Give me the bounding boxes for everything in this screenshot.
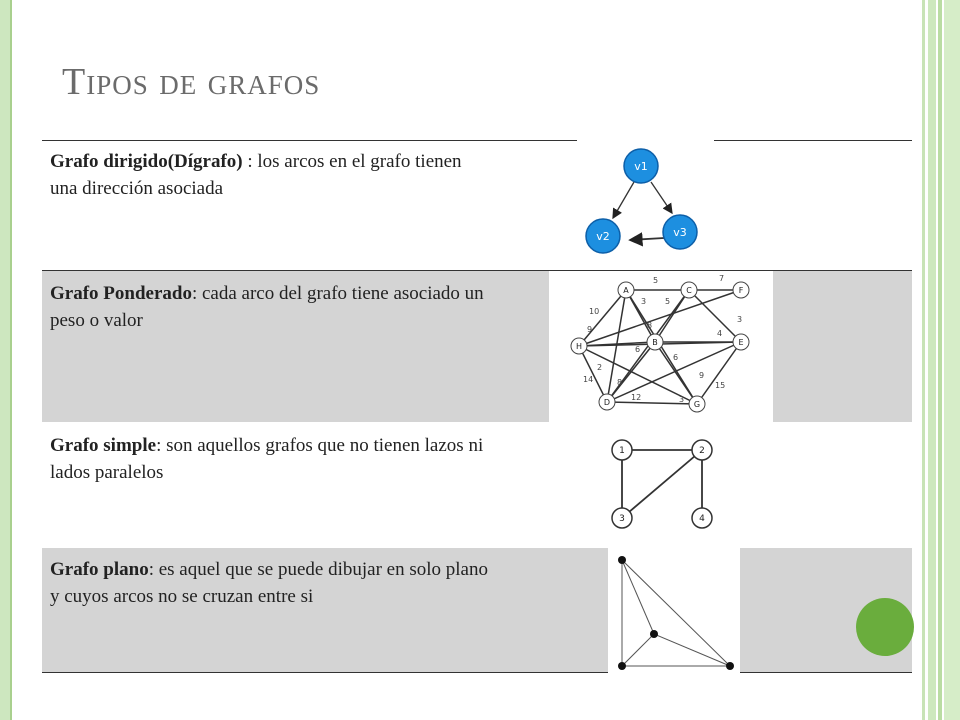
edge-weight: 8 xyxy=(647,321,653,330)
digraph-image xyxy=(578,140,712,264)
node-label: 1 xyxy=(619,446,625,456)
row-text xyxy=(50,280,500,334)
edge-weight: 15 xyxy=(715,381,726,390)
simple-graph-image xyxy=(602,432,732,542)
table-divider xyxy=(42,270,912,271)
slide-title: Tipos de grafos xyxy=(62,61,321,103)
table-row-weighted xyxy=(42,270,912,422)
edge-weight: 5 xyxy=(665,297,671,306)
table-divider xyxy=(740,672,912,673)
edge-weight: 6 xyxy=(635,345,641,354)
table-divider xyxy=(42,140,577,141)
row-text xyxy=(50,148,470,202)
graph-node xyxy=(663,215,697,249)
node-label: C xyxy=(686,286,692,295)
edge-weight: 3 xyxy=(679,395,685,404)
node-label: D xyxy=(603,398,611,407)
right-frame-border xyxy=(918,0,960,720)
row-description: : los arcos en el grafo tienen una dirección asociada xyxy=(50,151,462,199)
edge-weight: 14 xyxy=(583,375,594,384)
row-description: : cada arco del grafo tiene asociado un peso o valor xyxy=(50,283,484,331)
table-divider xyxy=(714,140,912,141)
node-label: v2 xyxy=(596,230,610,243)
edge-weight: 3 xyxy=(737,315,743,324)
node-label: 4 xyxy=(699,514,705,524)
edge-weight: 6 xyxy=(673,353,679,362)
node-label: E xyxy=(738,338,744,347)
node-label: v1 xyxy=(634,160,648,173)
row-term: Grafo simple xyxy=(50,435,157,456)
edge-weight: 7 xyxy=(719,274,725,283)
edge-weight: 9 xyxy=(699,371,705,380)
graph-node xyxy=(586,219,620,253)
edge-weight: 2 xyxy=(597,363,603,372)
edge-weight: 4 xyxy=(717,329,723,338)
table-row-digraph xyxy=(42,140,912,270)
row-term: Grafo Ponderado xyxy=(50,283,192,304)
node-label: A xyxy=(623,286,629,295)
node-label: v3 xyxy=(673,226,687,239)
row-text xyxy=(50,432,500,486)
edge-weight: 5 xyxy=(653,276,659,285)
row-text xyxy=(50,556,490,610)
node-label: 2 xyxy=(699,446,705,456)
weighted-graph-image xyxy=(549,270,773,422)
decorative-green-circle xyxy=(856,598,914,656)
node-label: H xyxy=(575,342,583,351)
row-description: : son aquellos grafos que no tienen lazos ni lados paralelos xyxy=(50,435,484,483)
table-divider xyxy=(42,672,608,673)
node-label: 3 xyxy=(619,514,625,524)
row-description: : es aquel que se puede dibujar en solo plano y cuyos arcos no se cruzan entre si xyxy=(50,559,488,607)
row-term: Grafo dirigido(Dígrafo) xyxy=(50,151,243,172)
planar-graph-image xyxy=(608,548,740,672)
table-row-simple xyxy=(42,422,912,548)
row-term: Grafo plano xyxy=(50,559,149,580)
edge-weight: 8 xyxy=(617,378,623,387)
node-label: B xyxy=(652,338,658,347)
left-frame-border xyxy=(0,0,12,720)
edge-weight: 12 xyxy=(631,393,642,402)
edge-weight: 3 xyxy=(641,297,647,306)
table-row-planar xyxy=(42,548,912,672)
graph-node xyxy=(624,149,658,183)
edge-weight: 9 xyxy=(587,325,593,334)
node-label: G xyxy=(693,400,701,409)
edge-weight: 10 xyxy=(589,307,600,316)
node-label: F xyxy=(738,286,744,295)
